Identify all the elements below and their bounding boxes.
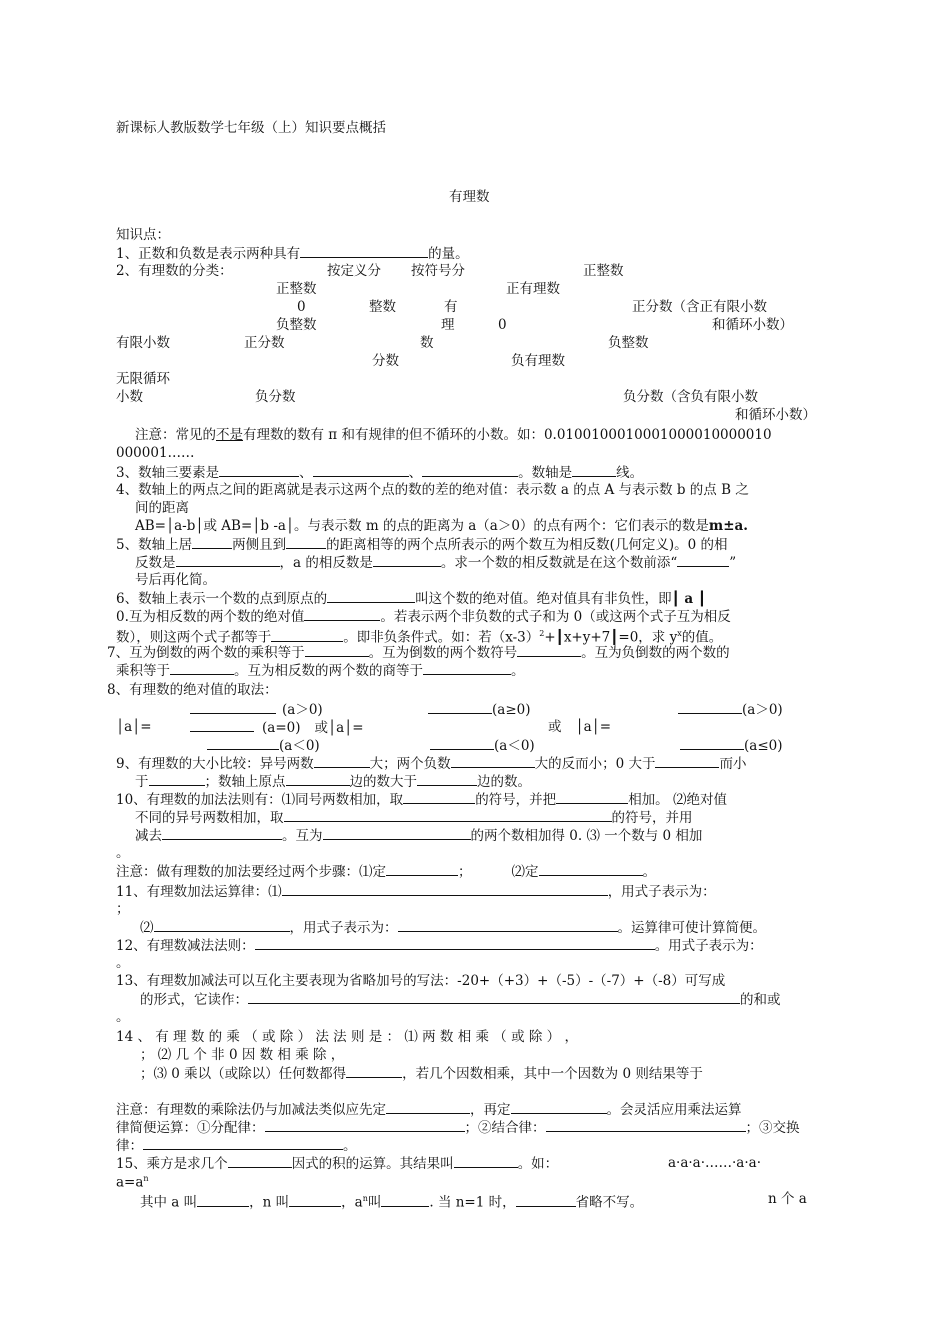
item-6-cont2: 数），则这两个式子都等于 。即非负条件式。如：若$(x-3)^2+┃x+y+7┃=0$，求 $y^x$的值。	[116, 629, 723, 646]
item-15: 15、乘方是求几个 因式的积的运算。其结果叫 。如：	[116, 1156, 559, 1172]
abs-case: (a≥0)	[428, 700, 530, 719]
abs-case: (a＞0)	[678, 700, 783, 719]
document-title: 新课标人教版数学七年级（上）知识要点概括	[116, 120, 386, 136]
abs-case: (a=0) 或│a│=	[190, 718, 364, 737]
item-5-cont: 反数是 ，a 的相反数是 。求一个数的相反数就是在这个数前添“ ”	[135, 555, 737, 571]
cls-text: 正有理数	[506, 281, 560, 297]
cls-text: 有	[444, 299, 458, 315]
cls-text: 和循环小数）	[712, 317, 793, 333]
item-10-cont2: 减去 。互为 的两个数相加得 0. ⑶ 一个数与 0 相加	[135, 828, 703, 844]
item-6: 6、数轴上表示一个数的点到原点的 叫这个数的绝对值。绝对值具有非负性，即┃ a ┃	[116, 591, 706, 607]
abs-case: (a≤0)	[680, 736, 782, 755]
item-11: 11、有理数加法运算律：⑴ ，用式子表示为：	[116, 884, 716, 900]
cls-text: 小数	[116, 389, 143, 405]
power-example: a·a·a·……·a·a·	[668, 1155, 761, 1171]
item-12: 12、有理数减法法则： 。用式子表示为：	[116, 938, 763, 954]
section-title: 有理数	[449, 189, 490, 205]
item-10-end: 。	[116, 845, 130, 861]
item-4-cont: 间的距离	[135, 500, 189, 516]
item-4-formula: AB=│a-b│或 AB=│b -a│。与表示数 m 的点的距离为 a（a＞0）的点有两个：它们表示的数是m±a.	[135, 518, 748, 534]
abs-case: (a＞0)	[190, 700, 323, 719]
item-9-cont: 于 ；数轴上原点 边的数大于 边的数。	[135, 774, 531, 790]
item-13: 13、有理数加减法可以互化主要表现为省略加号的写法：-20+（+3）+（-5）-（-7）+（-8）可写成	[116, 973, 726, 989]
item-10: 10、有理数的加法法则有：⑴同号两数相加，取 的符号，并把 相加。 ⑵绝对值	[116, 792, 727, 808]
cls-text: 和循环小数）	[735, 407, 816, 423]
item-1: 1、正数和负数是表示两种具有 的量。	[116, 246, 469, 262]
item-9: 9、有理数的大小比较：异号两数 大；两个负数 大的反而小；0 大于 而小	[116, 756, 747, 772]
item-14-cont2: ；⑶ 0 乘以（或除以）任何数都得 ，若几个因数相乘，其中一个因数为 0 则结果等于	[140, 1066, 703, 1082]
note-irrational: 注意：常见的不是有理数的数有 π 和有规律的但不循环的小数。如：0.0100100010001000010000010	[135, 427, 772, 443]
by-sign-label: 按符号分	[411, 263, 465, 279]
note-irrational-cont: 000001……	[116, 445, 195, 461]
cls-text: 0	[297, 299, 306, 315]
cls-text: 负有理数	[511, 353, 565, 369]
n-of-a-label: n 个 a	[768, 1191, 807, 1207]
item-13-end: 。	[116, 1009, 130, 1025]
cls-text: 正分数	[244, 335, 285, 351]
item-7-cont: 乘积等于 。互为相反数的两个数的商等于 。	[116, 663, 525, 679]
knowledge-points-label: 知识点：	[116, 227, 170, 243]
cls-text: 正分数（含正有限小数	[632, 299, 767, 315]
cls-text: 有限小数	[116, 335, 170, 351]
item-5-cont2: 号后再化简。	[135, 572, 216, 588]
item-11-cont: ⑵ ，用式子表示为： 。运算律可使计算简便。	[140, 920, 766, 936]
cls-text: 正整数	[583, 263, 624, 279]
item-7: 7、互为倒数的两个数的乘积等于 。互为倒数的两个数符号 。互为负倒数的两个数的	[107, 645, 730, 661]
item-4: 4、数轴上的两点之间的距离就是表示这两个点的数的差的绝对值：表示数 a 的点 A 与表示数 b 的点 B 之	[116, 482, 749, 498]
cls-text: 正整数	[276, 281, 317, 297]
power-result: $a=a^n$	[116, 1174, 149, 1191]
abs-case: (a＜0)	[430, 736, 535, 755]
cls-text: 无限循环	[116, 371, 170, 387]
note-multiplication-cont: 律简便运算：①分配律： ；②结合律： ；③交换	[116, 1120, 800, 1136]
abs-case: (a＜0)	[207, 736, 320, 755]
note-multiplication: 注意：有理数的乘除法仍与加减法类似应先定 ，再定 。会灵活应用乘法运算	[116, 1102, 742, 1118]
cls-text: 负整数	[276, 317, 317, 333]
item-6-cont: 0.互为相反数的两个数的绝对值 。若表示两个非负数的式子和为 0（或这两个式子互为相反	[116, 609, 731, 625]
note-addition: 注意：做有理数的加法要经过两个步骤：⑴定 ； ⑵定 。	[116, 864, 656, 880]
cls-text: 理	[441, 317, 455, 333]
cls-text: 负分数	[255, 389, 296, 405]
item-5: 5、数轴上居 两侧且到 的距离相等的两个点所表示的两个数互为相反数(几何定义)。0 的相	[116, 537, 728, 553]
cls-text: 数	[420, 335, 434, 351]
cls-text: 分数	[372, 353, 399, 369]
item-14-cont: ； ⑵ 几 个 非 0 因 数 相 乘 除 ，	[140, 1047, 345, 1063]
note-multiplication-cont2: 律： 。	[116, 1138, 357, 1154]
item-15-cont: 其中 a 叫 ，n 叫 ，$a^n$叫 . 当 n=1 时， 省略不写。	[140, 1194, 644, 1211]
abs-label: │a│=	[116, 719, 152, 735]
item-13-cont: 的形式，它读作： 的和或	[140, 992, 781, 1008]
cls-text: 整数	[369, 299, 396, 315]
item-12-end: 。	[116, 955, 130, 971]
item-3: 3、数轴三要素是 、 、 。数轴是 线。	[116, 465, 644, 481]
abs-or: 或 │a│=	[548, 719, 612, 735]
cls-text: 负分数（含负有限小数	[623, 389, 758, 405]
item-14: 14 、 有 理 数 的 乘 （ 或 除 ） 法 法 则 是 ： ⑴ 两 数 相 乘 （ 或 除 ） ，	[116, 1029, 578, 1045]
item-2: 2、有理数的分类：	[116, 263, 233, 279]
cls-text: 0	[498, 317, 507, 333]
item-10-cont: 不同的异号两数相加，取 的符号，并用	[135, 810, 693, 826]
item-11-semicolon: ；	[116, 901, 130, 917]
item-8: 8、有理数的绝对值的取法：	[107, 682, 278, 698]
cls-text: 负整数	[608, 335, 649, 351]
by-definition-label: 按定义分	[327, 263, 381, 279]
